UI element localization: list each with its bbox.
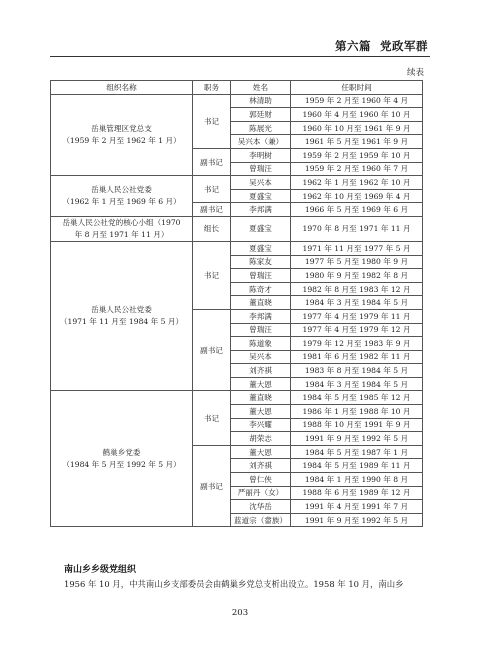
page-number: 203	[231, 608, 249, 618]
name-cell: 吴兴本	[231, 350, 291, 364]
term-cell: 1988 年 10 月至 1991 年 9 月	[291, 418, 423, 432]
name-cell: 李邦满	[231, 309, 291, 323]
term-cell: 1984 年 3 月至 1984 年 5 月	[291, 296, 423, 310]
term-cell: 1991 年 4 月至 1991 年 7 月	[291, 500, 423, 514]
table-body	[51, 94, 423, 527]
table-row	[51, 176, 423, 190]
name-cell: 李邦满	[231, 203, 291, 217]
term-cell: 1959 年 2 月至 1960 年 4 月	[291, 94, 423, 108]
term-cell: 1984 年 5 月至 1987 年 1 月	[291, 445, 423, 459]
term-cell: 1977 年 4 月至 1979 年 12 月	[291, 323, 423, 337]
name-cell: 沈华岳	[231, 500, 291, 514]
col-header-name: 姓名	[231, 81, 291, 95]
role-cell: 副书记	[193, 309, 231, 391]
term-cell: 1980 年 9 月至 1982 年 8 月	[291, 269, 423, 283]
col-header-org: 组织名称	[51, 81, 193, 95]
org-name-line: （1959 年 2 月至 1962 年 1 月）	[62, 135, 181, 145]
org-name-line: 岳巢人民公社党的核心小组（1970	[62, 217, 181, 227]
role-cell: 书记	[193, 176, 231, 203]
chapter-label: 第六篇	[334, 39, 371, 53]
name-cell: 曾瑞汪	[231, 269, 291, 283]
org-cell	[51, 94, 193, 176]
name-cell: 吴兴本（兼）	[231, 135, 291, 149]
term-cell: 1959 年 2 月至 1959 年 10 月	[291, 148, 423, 162]
org-cell	[51, 176, 193, 217]
name-cell: 蓝道宗（畲族）	[231, 513, 291, 527]
org-name-line: （1984 年 5 月至 1992 年 5 月）	[62, 459, 181, 469]
name-cell: 夏盛宝	[231, 216, 291, 241]
org-name-line: 岳巢人民公社党委	[91, 185, 152, 195]
term-cell: 1982 年 8 月至 1983 年 12 月	[291, 282, 423, 296]
term-cell: 1979 年 12 月至 1983 年 9 月	[291, 337, 423, 351]
org-cell	[51, 241, 193, 391]
term-cell: 1970 年 8 月至 1971 年 11 月	[291, 216, 423, 241]
name-cell: 陈家友	[231, 255, 291, 269]
running-header	[335, 38, 428, 54]
org-cell	[51, 216, 193, 241]
name-cell: 夏盛宝	[231, 189, 291, 203]
header-rule	[50, 56, 430, 57]
role-cell: 副书记	[193, 148, 231, 175]
name-cell: 董大恩	[231, 405, 291, 419]
name-cell: 陈道象	[231, 337, 291, 351]
org-name-line: 鹤巢乡党委	[102, 447, 141, 457]
term-cell: 1984 年 3 月至 1984 年 5 月	[291, 377, 423, 391]
name-cell: 李明树	[231, 148, 291, 162]
org-name-line: 岳巢人民公社党委	[91, 305, 152, 315]
table-row	[51, 241, 423, 255]
term-cell: 1983 年 8 月至 1984 年 5 月	[291, 364, 423, 378]
name-cell: 曾瑞汪	[231, 323, 291, 337]
org-name-line: 年 8 月至 1971 年 11 月）	[74, 229, 169, 239]
term-cell: 1960 年 10 月至 1961 年 9 月	[291, 121, 423, 135]
name-cell: 胡荣志	[231, 432, 291, 446]
name-cell: 董大恩	[231, 445, 291, 459]
role-cell: 副书记	[193, 445, 231, 527]
term-cell: 1988 年 6 月至 1989 年 12 月	[291, 486, 423, 500]
name-cell: 刘齐祺	[231, 364, 291, 378]
name-cell: 夏盛宝	[231, 241, 291, 255]
term-cell: 1962 年 1 月至 1962 年 10 月	[291, 176, 423, 190]
term-cell: 1971 年 11 月至 1977 年 5 月	[291, 241, 423, 255]
org-cell	[51, 391, 193, 527]
term-cell: 1991 年 9 月至 1992 年 5 月	[291, 513, 423, 527]
term-cell: 1984 年 5 月至 1989 年 11 月	[291, 459, 423, 473]
term-cell: 1984 年 1 月至 1990 年 8 月	[291, 473, 423, 487]
term-cell: 1966 年 5 月至 1969 年 6 月	[291, 203, 423, 217]
term-cell: 1961 年 5 月至 1961 年 9 月	[291, 135, 423, 149]
term-cell: 1981 年 6 月至 1982 年 11 月	[291, 350, 423, 364]
name-cell: 陈奇才	[231, 282, 291, 296]
term-cell: 1991 年 9 月至 1992 年 5 月	[291, 432, 423, 446]
org-name-line: （1962 年 1 月至 1969 年 6 月）	[62, 197, 181, 207]
role-cell: 书记	[193, 241, 231, 309]
name-cell: 李兴耀	[231, 418, 291, 432]
term-cell: 1962 年 10 月至 1969 年 4 月	[291, 189, 423, 203]
name-cell: 严丽丹（女）	[231, 486, 291, 500]
role-cell: 副书记	[193, 203, 231, 217]
table-row	[51, 94, 423, 108]
name-cell: 刘齐祺	[231, 459, 291, 473]
col-header-term: 任职时间	[291, 81, 423, 95]
org-name-line: （1971 年 11 月至 1984 年 5 月）	[59, 317, 184, 327]
role-cell: 书记	[193, 391, 231, 445]
role-cell: 书记	[193, 94, 231, 148]
role-cell: 组长	[193, 216, 231, 241]
continued-label: 续表	[406, 68, 424, 78]
term-cell: 1960 年 4 月至 1960 年 10 月	[291, 108, 423, 122]
term-cell: 1977 年 4 月至 1979 年 11 月	[291, 309, 423, 323]
table-header-row	[51, 81, 423, 95]
chapter-title: 党政军群	[380, 39, 428, 53]
body-paragraph: 1956 年 10 月，中共南山乡支部委员会由鹤巢乡党总支析出设立。1958 年 10 月，南山乡	[64, 579, 404, 589]
section-title: 南山乡乡级党组织	[64, 565, 137, 575]
term-cell: 1986 年 1 月至 1988 年 10 月	[291, 405, 423, 419]
org-name-line: 岳巢管理区党总支	[91, 123, 152, 133]
name-cell: 曾瑞汪	[231, 162, 291, 176]
table-row	[51, 216, 423, 241]
name-cell: 董直晓	[231, 391, 291, 405]
name-cell: 曾仁侠	[231, 473, 291, 487]
name-cell: 董大恩	[231, 377, 291, 391]
table-row	[51, 391, 423, 405]
name-cell: 董直晓	[231, 296, 291, 310]
term-cell: 1977 年 5 月至 1980 年 9 月	[291, 255, 423, 269]
name-cell: 郭廷财	[231, 108, 291, 122]
officials-table	[50, 80, 423, 527]
term-cell: 1984 年 5 月至 1985 年 12 月	[291, 391, 423, 405]
name-cell: 吴兴本	[231, 176, 291, 190]
term-cell: 1959 年 2 月至 1960 年 7 月	[291, 162, 423, 176]
name-cell: 林清助	[231, 94, 291, 108]
name-cell: 陈展光	[231, 121, 291, 135]
col-header-role: 职务	[193, 81, 231, 95]
